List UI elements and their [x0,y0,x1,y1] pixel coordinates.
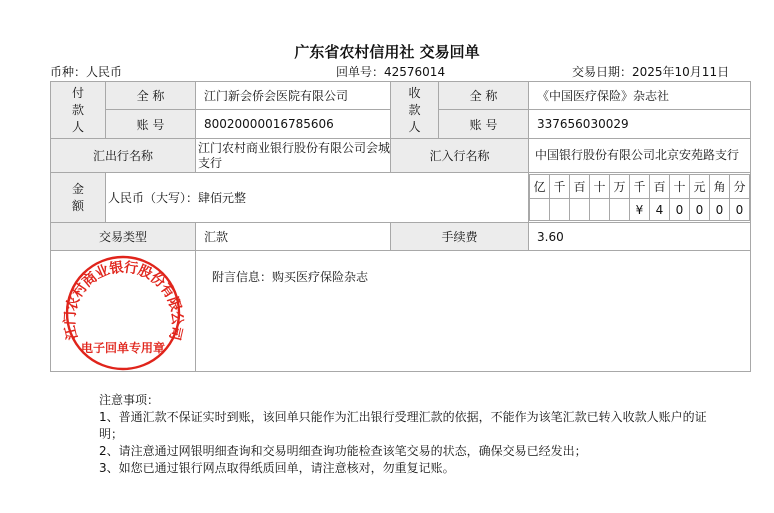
digit-value [570,199,590,221]
digit-header-yuan: 元 [690,175,710,199]
digit-header-shi: 十 [670,175,690,199]
note-item: 1、普通汇款不保证实时到账，该回单只能作为汇出银行受理汇款的依据，不能作为该笔汇款已转入收款人账户的证明； [99,410,707,441]
notes-heading: 注意事项： [99,393,160,407]
note-item: 3、如您已通过银行网点取得纸质回单，请注意核对，勿重复记账。 [99,461,455,475]
out-bank-label: 汇出行名称 [51,139,196,173]
digit-value: 4 [650,199,670,221]
digit-value [530,199,550,221]
fee-value: 3.60 [529,223,751,251]
payee-name-label: 全 称 [439,82,529,110]
out-bank-name: 江门农村商业银行股份有限公司会城支行 [196,139,391,173]
trade-type: 汇款 [196,223,391,251]
receipt-number: 回单号：42576014 [336,65,446,79]
digit-value: 0 [730,199,750,221]
seal-graphic [51,251,196,371]
seal-subtext: 电子回单专用章 [80,341,166,355]
digit-header-jiao: 角 [710,175,730,199]
digit-value: 0 [710,199,730,221]
payer-account-label: 账 号 [106,110,196,139]
trade-type-label: 交易类型 [51,223,196,251]
stamp-cell [51,251,196,372]
payer-account: 80020000016785606 [196,110,391,139]
digit-value: 0 [670,199,690,221]
digit-header-fen: 分 [730,175,750,199]
in-bank-label: 汇入行名称 [391,139,529,173]
payer-name: 江门新会侨会医院有限公司 [196,82,391,110]
digit-value [550,199,570,221]
payee-account: 337656030029 [529,110,751,139]
currency-text: 币种：人民币 [50,65,123,79]
in-bank-name: 中国银行股份有限公司北京安苑路支行 [529,139,751,173]
payer-name-label: 全 称 [106,82,196,110]
payee-name: 《中国医疗保险》杂志社 [529,82,751,110]
digit-header-bai-wan: 百 [570,175,590,199]
digit-header-shi-wan: 十 [590,175,610,199]
postscript-text: 附言信息：购买医疗保险杂志 [212,270,369,284]
digit-header-bai: 百 [650,175,670,199]
amount-digit-grid [529,173,751,223]
digit-header-qian: 千 [630,175,650,199]
trade-date: 交易日期：2025年10月11日 [572,65,730,79]
postscript-cell [196,251,751,372]
svg-text:江门农村商业银行股份有限公司: 江门农村商业银行股份有限公司 [62,259,185,342]
digit-value [590,199,610,221]
note-item: 2、请注意通过网银明细查询和交易明细查询功能检查该笔交易的状态，确保交易已经发出； [99,444,587,458]
bank-seal [51,251,196,371]
receipt-table [50,81,751,372]
digit-header-qian-wan: 千 [550,175,570,199]
receipt-title: 广东省农村信用社 交易回单 [294,43,480,61]
amount-words: 人民币（大写）：肆佰元整 [106,173,529,223]
digit-value: ¥ [630,199,650,221]
digit-value: 0 [690,199,710,221]
amount-label: 金 额 [51,173,106,223]
payee-account-label: 账 号 [439,110,529,139]
fee-label: 手续费 [391,223,529,251]
payee-section-label: 收 款 人 [391,82,439,139]
notes-section [99,392,719,477]
digit-header-wan: 万 [610,175,630,199]
digit-value [610,199,630,221]
payer-section-label: 付 款 人 [51,82,106,139]
digit-header-yi: 亿 [530,175,550,199]
